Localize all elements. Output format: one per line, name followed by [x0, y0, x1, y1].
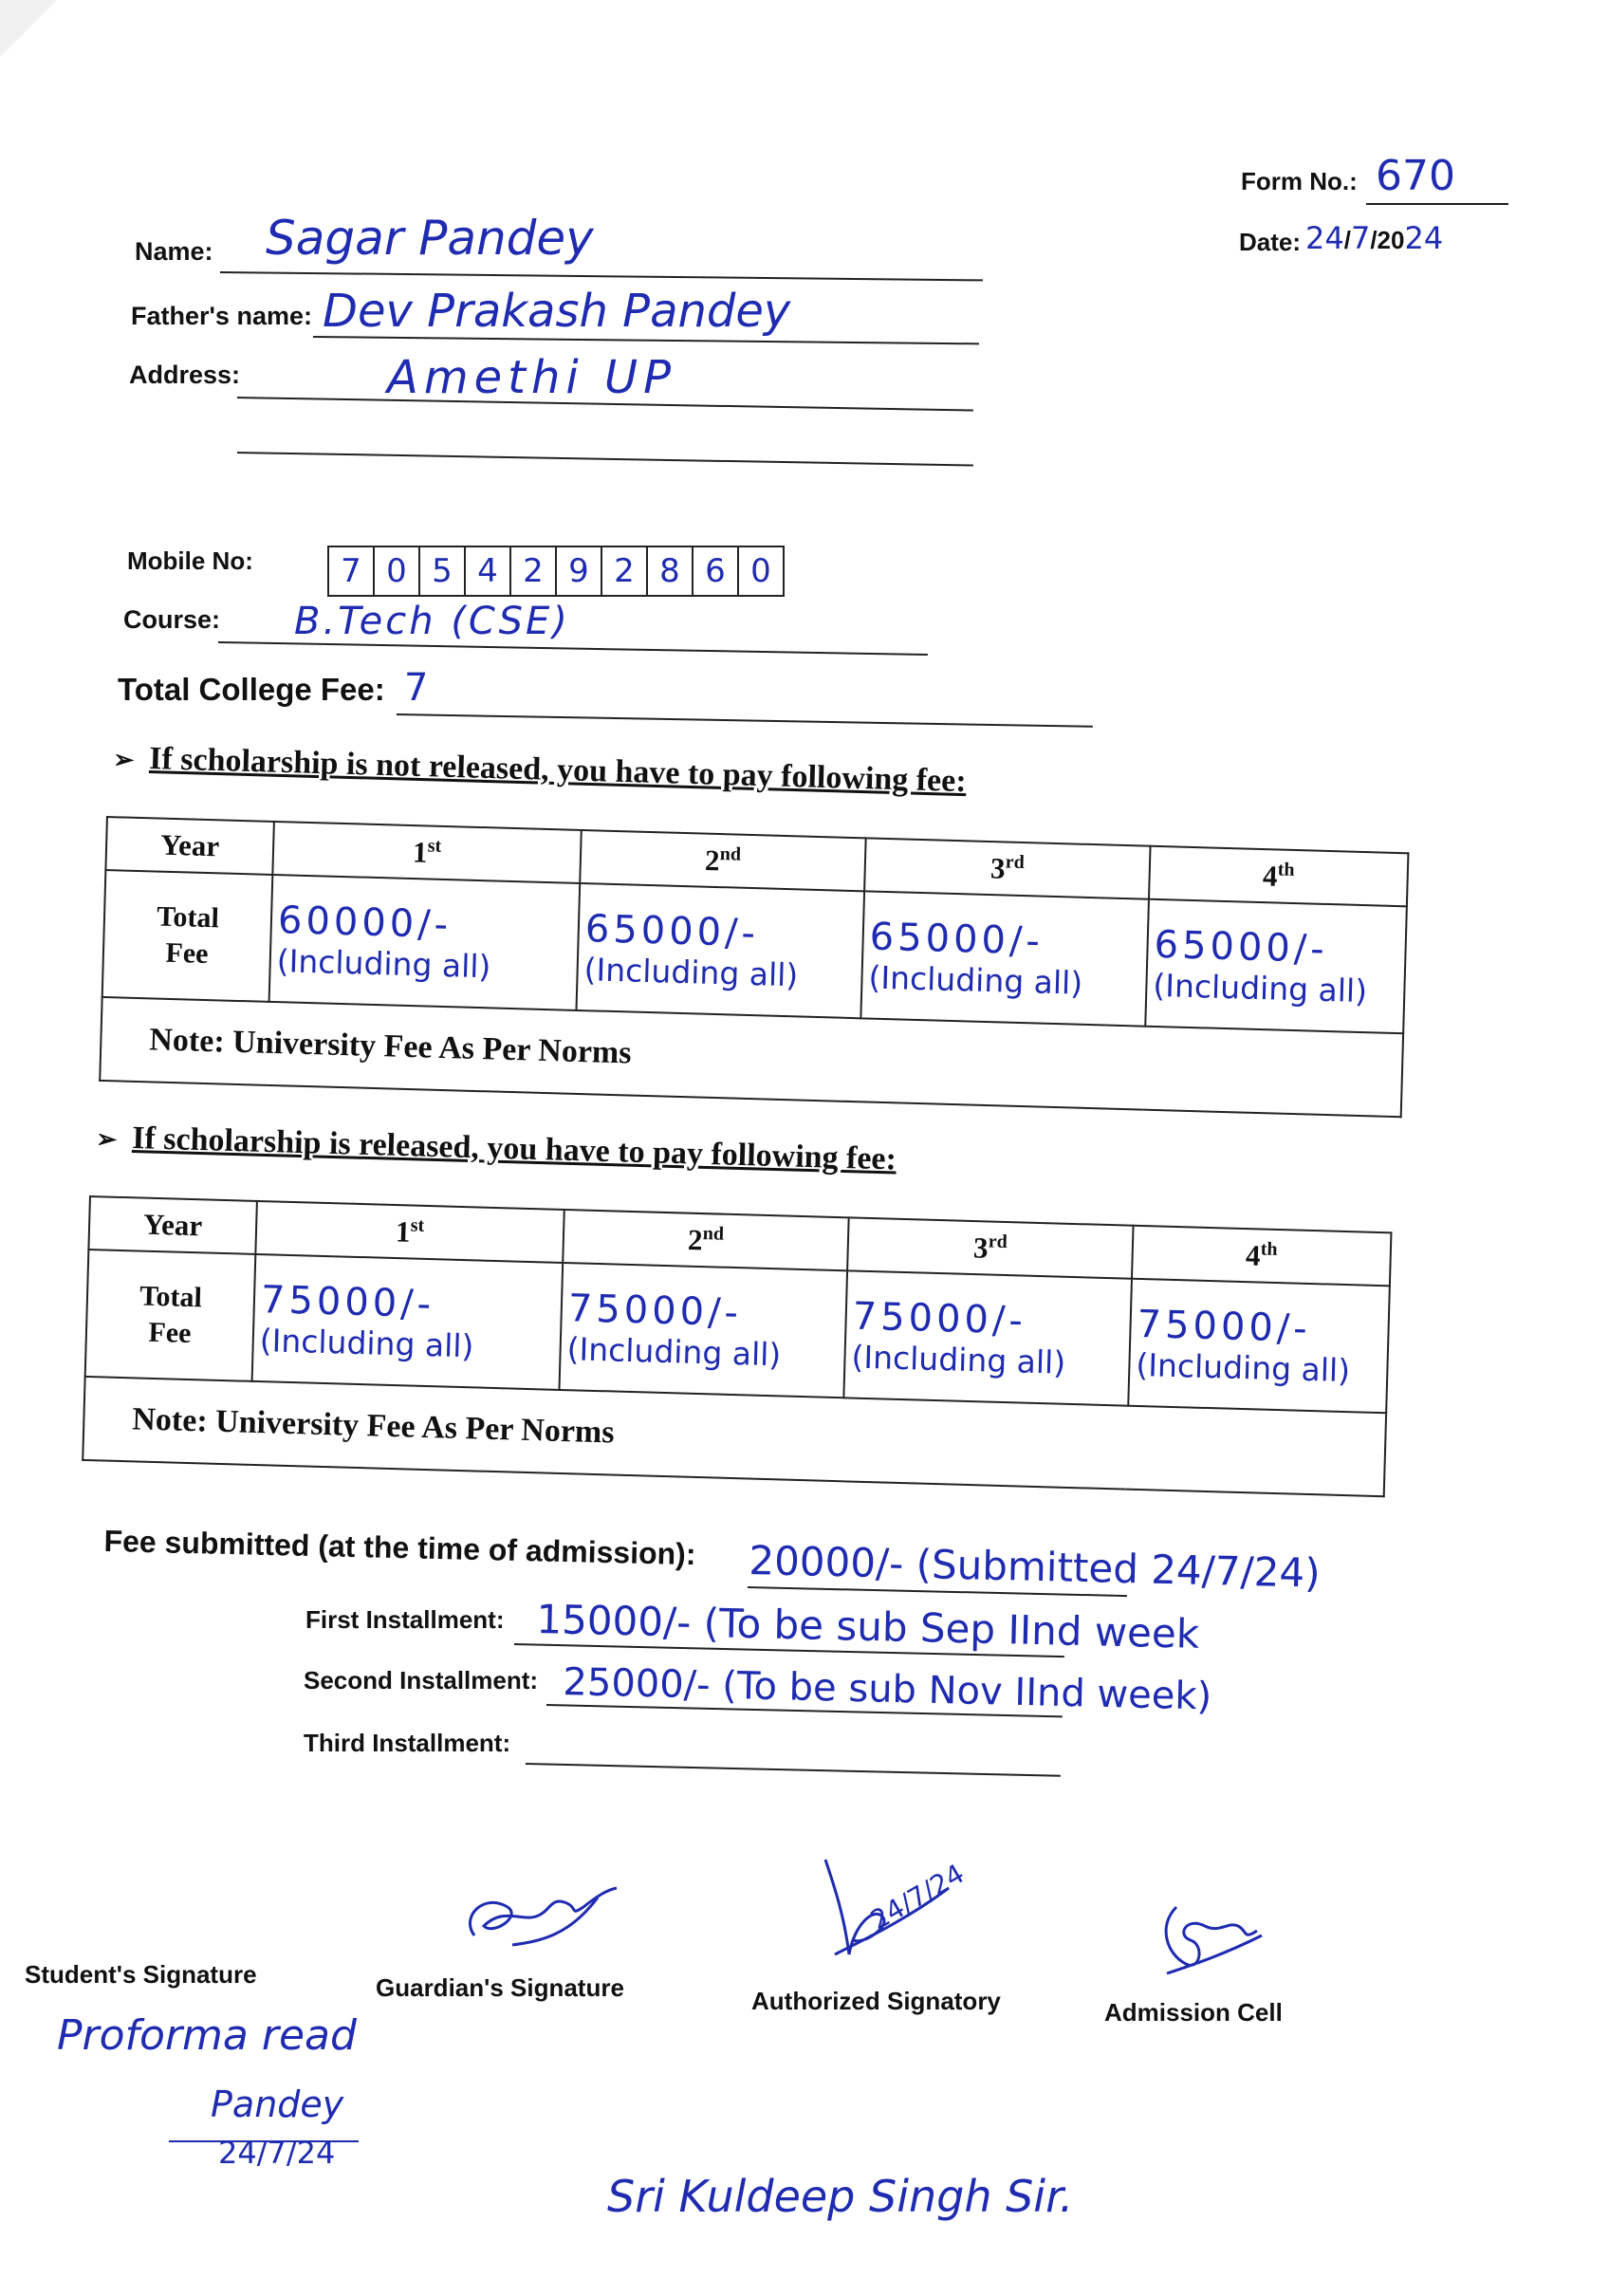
mobile-digit: 4: [466, 547, 511, 595]
guardian-signature-scribble: [455, 1879, 626, 1964]
mobile-digit: 0: [750, 552, 771, 590]
first-installment-label: First Installment:: [305, 1605, 505, 1634]
date-field: [1305, 220, 1443, 256]
course-value: B.Tech (CSE): [294, 600, 570, 643]
student-note-proforma: Proforma read: [57, 2011, 357, 2060]
fee-cell-year-4: 75000/- (Including all): [1128, 1279, 1390, 1414]
name-value: Sagar Pandey: [266, 211, 594, 266]
address-line-2: [237, 452, 973, 467]
admission-cell-label: Admission Cell: [1104, 1998, 1283, 2027]
total-fee-line: [397, 713, 1093, 728]
course-line: [218, 641, 928, 656]
year-3-header: 3rd: [847, 1217, 1133, 1278]
fee-table-released: [82, 1195, 1392, 1497]
mobile-digit: 0: [375, 547, 420, 595]
fee-cell-year-2: 75000/- (Including all): [559, 1263, 847, 1398]
folded-corner: [0, 0, 57, 57]
name-line: [220, 271, 983, 281]
arrow-bullet-icon: ➢: [96, 1124, 118, 1154]
date-day: 24: [1305, 220, 1344, 256]
admission-cell-signature-scribble: [1148, 1898, 1271, 1983]
table1-note: Note: University Fee As Per Norms: [100, 997, 1403, 1117]
address-value: Amethi UP: [387, 351, 677, 404]
table2-heading: [96, 1120, 897, 1178]
fee-cell-year-2: 65000/- (Including all): [576, 883, 864, 1018]
student-note-date: 24/7/24: [218, 2135, 336, 2171]
arrow-bullet-icon: ➢: [113, 745, 135, 774]
fee-table-not-released: [99, 816, 1409, 1118]
father-label: Father's name:: [131, 302, 312, 330]
student-note-name: Pandey: [211, 2083, 344, 2125]
year-header: Year: [88, 1196, 256, 1254]
year-2-header: 2nd: [580, 830, 865, 891]
mobile-digit: 9: [557, 547, 602, 595]
mobile-digit: 5: [420, 547, 466, 595]
year-1-header: 1st: [272, 822, 581, 883]
total-fee-label: Total College Fee:: [118, 672, 385, 707]
mobile-digit: 7: [329, 547, 375, 595]
year-3-header: 3rd: [864, 838, 1150, 898]
mobile-digit: 8: [648, 547, 694, 595]
guardian-signature-label: Guardian's Signature: [376, 1973, 624, 2002]
table1-heading-text: If scholarship is not released, you have to pay following fee:: [148, 741, 968, 800]
date-label: Date:: [1239, 228, 1302, 256]
form-no-value: 670: [1376, 152, 1455, 200]
date-sep1: /: [1343, 226, 1351, 254]
fee-submitted-value: 20000/- (Submitted 24/7/24): [748, 1537, 1322, 1597]
footer-note: Sri Kuldeep Singh Sir.: [607, 2171, 1074, 2222]
date-month: 7: [1350, 220, 1371, 256]
mobile-digit: 2: [511, 547, 557, 595]
second-installment-label: Second Installment:: [304, 1666, 539, 1694]
third-installment-line: [526, 1763, 1061, 1777]
fee-submitted-label: Fee submitted (at the time of admission):: [103, 1524, 696, 1572]
name-label: Name:: [135, 237, 213, 266]
fee-cell-year-3: 65000/- (Including all): [860, 891, 1149, 1026]
mobile-label: Mobile No:: [127, 546, 253, 575]
second-installment-value: 25000/- (To be sub Nov IInd week): [562, 1660, 1212, 1719]
form-no-line: [1366, 203, 1508, 205]
total-fee-row-label: Total Fee: [85, 1250, 256, 1381]
form-no-label: Form No.:: [1241, 167, 1358, 195]
date-sep2: /20: [1370, 226, 1405, 254]
year-4-header: 4th: [1149, 846, 1408, 907]
year-header: Year: [105, 817, 273, 875]
father-value: Dev Prakash Pandey: [323, 285, 791, 338]
total-fee-row-label: Total Fee: [102, 870, 273, 1002]
first-installment-value: 15000/- (To be sub Sep IInd week: [535, 1596, 1200, 1657]
address-label: Address:: [129, 361, 241, 389]
total-fee-value: 7: [404, 666, 429, 710]
fee-cell-year-4: 65000/- (Including all): [1145, 899, 1407, 1034]
table2-note: Note: University Fee As Per Norms: [83, 1377, 1386, 1496]
table1-heading: [113, 740, 967, 800]
year-4-header: 4th: [1132, 1226, 1391, 1287]
fee-cell-year-1: 75000/- (Including all): [252, 1254, 564, 1390]
date-year: 24: [1404, 220, 1444, 256]
fee-cell-year-1: 60000/- (Including all): [269, 875, 581, 1010]
mobile-number-boxes: [327, 546, 785, 597]
authorized-signatory-label: Authorized Signatory: [751, 1987, 1001, 2015]
student-signature-label: Student's Signature: [25, 1960, 257, 1989]
third-installment-label: Third Installment:: [304, 1729, 511, 1757]
course-label: Course:: [123, 605, 221, 634]
fee-cell-year-3: 75000/- (Including all): [843, 1270, 1132, 1405]
authorized-date: 24/7/24: [865, 1858, 970, 1936]
year-2-header: 2nd: [563, 1210, 848, 1270]
table2-heading-text: If scholarship is released, you have to pay following fee:: [131, 1120, 897, 1177]
mobile-digit: 2: [602, 547, 648, 595]
year-1-header: 1st: [255, 1201, 564, 1263]
mobile-digit: 6: [694, 547, 739, 595]
